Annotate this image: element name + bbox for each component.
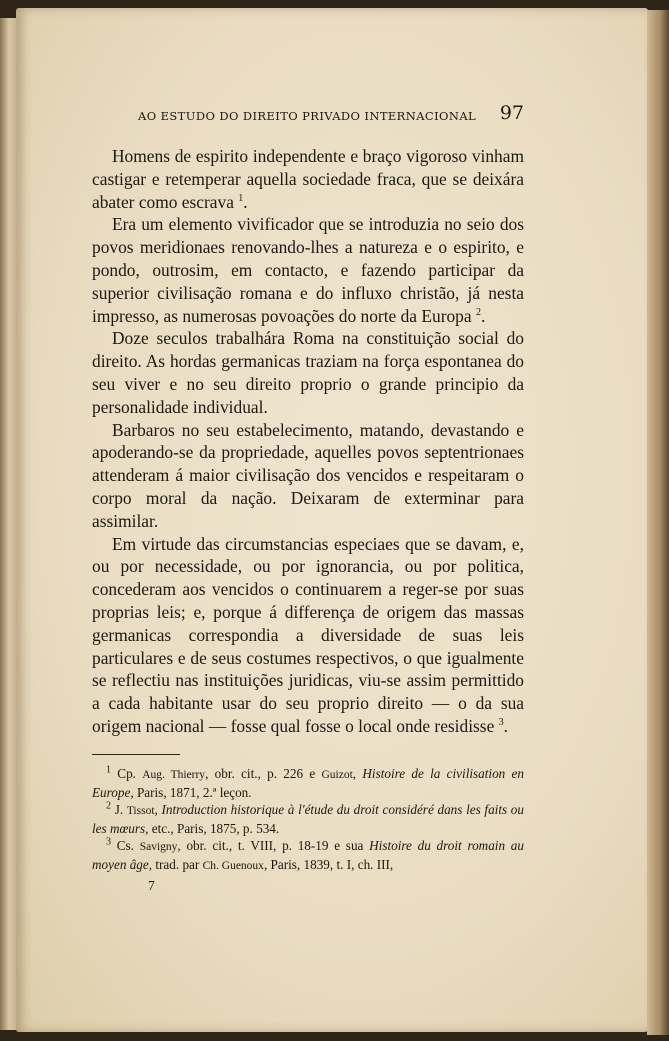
paragraph: Barbaros no seu estabelecimento, matando, devastando e apoderando-se da propriedade, aquelles povos septentrionaes attenderam á maior civilisação dos vencidos e respeitaram o corpo moral da nação. Deixaram de exterminar para assimilar.: [92, 419, 524, 531]
paragraph: Era um elemento vivificador que se introduzia no seio dos povos meridionaes renovando-lhes a natureza e o espirito, e pondo, outrosim, em contacto, e fazendo participar da superior civilisação romana e do influxo christão, já nesta impresso, as numerosas povoações do norte da Europa $^2$.: [92, 214, 524, 326]
body-text: [92, 145, 524, 738]
page-number: 97: [499, 102, 524, 124]
paragraph: Doze seculos trabalhára Roma na constituição social do direito. As hordas germanicas traziam na força espontanea do seu viver e no seu direito proprio o grande principio da personalidade individual.: [92, 328, 524, 417]
footnote: $^2$ J. Tissot, Introduction historique à l'étude du droit considéré dans les faits ou les mœurs, etc., Paris, 1875, p. 534.: [92, 800, 524, 836]
paragraph: Em virtude das circumstancias especiaes que se davam, e, ou por necessidade, ou por ignorancia, ou por politica, concederam aos vencidos o continuarem a reger-se por suas proprias leis; e, porque á differença de origem das massas germanicas correspondia a diversidade de suas leis particulares e de seus costumes respectivos, o que igualmente se reflectiu nas instituições juridicas, viu-se assim permittido a cada habitante usar do seu proprio direito — o da sua origem nacional — fosse qual fosse o local onde residisse $^3$.: [92, 533, 524, 736]
footnotes: [92, 765, 524, 875]
footnote: $^1$ Cp. Aug. Thierry, obr. cit., p. 226 e Guizot, Histoire de la civilisation en Europe, Paris, 1871, 2.ª leçon.: [92, 764, 524, 800]
page-header: [92, 100, 524, 130]
signature-mark: 7: [148, 877, 155, 893]
page-content: [92, 100, 524, 894]
page-edge-right: [647, 10, 669, 1035]
footnote-divider: [92, 754, 180, 755]
paragraph: Homens de espirito independente e braço vigoroso vinham castigar e retemperar aquella sociedade fraca, que se deixára abater como escrava $^1$.: [92, 146, 524, 212]
running-head: AO ESTUDO DO DIREITO PRIVADO INTERNACIONAL: [138, 109, 477, 123]
footnote-ref: 1: [238, 192, 244, 204]
footnote-ref: 3: [498, 717, 504, 729]
footnote-ref: 2: [475, 306, 481, 318]
footnote: $^3$ Cs. Savigny, obr. cit., t. VIII, p. 18-19 e sua Histoire du droit romain au moyen âge, trad. par Ch. Guenoux, Paris, 1839, t. I, ch. III,: [92, 836, 524, 872]
